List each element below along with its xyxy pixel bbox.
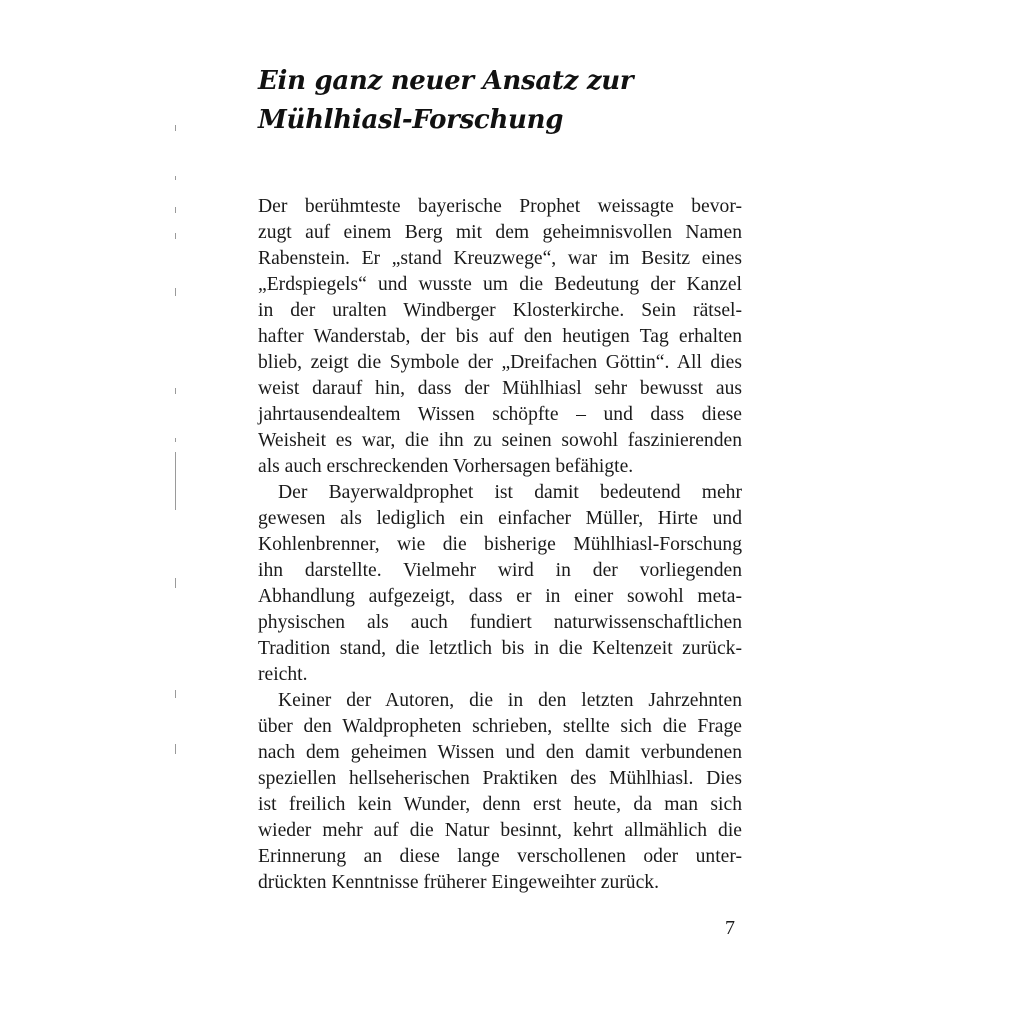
text-line: hafter Wanderstab, der bis auf den heutigen Tag erhalten	[258, 326, 742, 347]
text-line: Tradition stand, die letztlich bis in die Keltenzeit zurück-	[258, 638, 742, 659]
text-line: Der berühmteste bayerische Prophet weissagte bevor-	[258, 196, 742, 217]
margin-tick	[175, 744, 176, 754]
text-line: „Erdspiegels“ und wusste um die Bedeutung der Kanzel	[258, 274, 742, 295]
text-line: Kohlenbrenner, wie die bisherige Mühlhiasl-Forschung	[258, 534, 742, 555]
text-line: Rabenstein. Er „stand Kreuzwege“, war im Besitz eines	[258, 248, 742, 269]
margin-tick	[175, 690, 176, 698]
text-line: nach dem geheimen Wissen und den damit verbundenen	[258, 742, 742, 763]
text-line: reicht.	[258, 664, 308, 685]
text-line: über den Waldpropheten schrieben, stellte sich die Frage	[258, 716, 742, 737]
text-line: gewesen als lediglich ein einfacher Müller, Hirte und	[258, 508, 742, 529]
text-line: weist darauf hin, dass der Mühlhiasl sehr bewusst aus	[258, 378, 742, 399]
text-line: jahrtausendealtem Wissen schöpfte – und dass diese	[258, 404, 742, 425]
chapter-title	[258, 62, 758, 140]
text-line: in der uralten Windberger Klosterkirche. Sein rätsel-	[258, 300, 742, 321]
paragraph-2	[258, 480, 742, 688]
text-line: wieder mehr auf die Natur besinnt, kehrt allmählich die	[258, 820, 742, 841]
text-line: ist freilich kein Wunder, denn erst heute, da man sich	[258, 794, 742, 815]
margin-tick	[175, 125, 176, 131]
chapter-title-line-1: Ein ganz neuer Ansatz zur	[258, 66, 634, 96]
paragraph-1	[258, 194, 742, 480]
text-line: Keiner der Autoren, die in den letzten Jahrzehnten	[278, 690, 742, 711]
margin-tick	[175, 207, 176, 213]
text-line: Abhandlung aufgezeigt, dass er in einer sowohl meta-	[258, 586, 742, 607]
margin-tick	[175, 288, 176, 296]
margin-tick	[175, 176, 176, 180]
chapter-title-line-2: Mühlhiasl-Forschung	[258, 105, 564, 135]
paragraph-3	[258, 688, 742, 896]
text-line: physischen als auch fundiert naturwissenschaftlichen	[258, 612, 742, 633]
margin-tick	[175, 388, 176, 394]
margin-tick	[175, 578, 176, 588]
text-line: ihn darstellte. Vielmehr wird in der vorliegenden	[258, 560, 742, 581]
margin-tick	[175, 452, 176, 510]
text-line: Erinnerung an diese lange verschollenen oder unter-	[258, 846, 742, 867]
text-line: Der Bayerwaldprophet ist damit bedeutend mehr	[278, 482, 742, 503]
text-line: blieb, zeigt die Symbole der „Dreifachen Göttin“. All dies	[258, 352, 742, 373]
text-line: Weisheit es war, die ihn zu seinen sowohl faszinierenden	[258, 430, 742, 451]
body-text	[258, 194, 742, 896]
text-line: drückten Kenntnisse früherer Eingeweihter zurück.	[258, 872, 659, 893]
page-number: 7	[725, 917, 735, 939]
text-line: als auch erschreckenden Vorhersagen befähigte.	[258, 456, 634, 477]
text-line: speziellen hellseherischen Praktiken des Mühlhiasl. Dies	[258, 768, 742, 789]
margin-tick	[175, 438, 176, 442]
margin-tick	[175, 233, 176, 239]
text-line: zugt auf einem Berg mit dem geheimnisvollen Namen	[258, 222, 742, 243]
